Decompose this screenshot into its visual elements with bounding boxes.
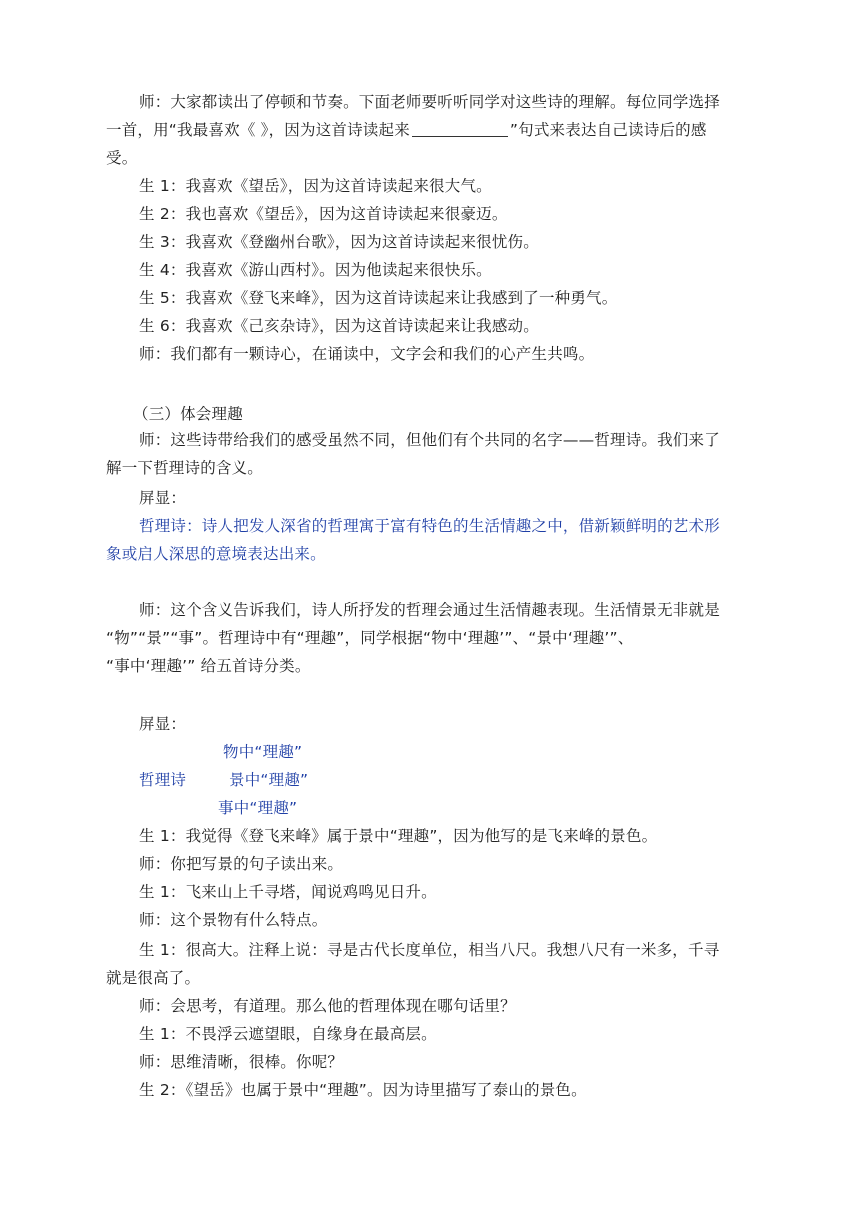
dialogue-line: 生 1：我觉得《登飞来峰》属于景中“理趣”，因为他写的是飞来峰的景色。 bbox=[139, 827, 658, 845]
explanation-line-2: “物”“景”“事”。哲理诗中有“理趣”，同学根据“物中‘理趣’”、“景中‘理趣’”、 bbox=[106, 629, 634, 647]
category-wu: 物中“理趣” bbox=[223, 743, 303, 761]
explanation-line-1: 师：这个含义告诉我们，诗人所抒发的哲理会通过生活情趣表现。生活情景无非就是 bbox=[139, 601, 720, 619]
dialogue-line: 生 1：不畏浮云遮望眼，自缘身在最高层。 bbox=[139, 1025, 437, 1043]
teacher-summary: 师：我们都有一颗诗心，在诵读中，文字会和我们的心产生共鸣。 bbox=[139, 345, 595, 363]
dialogue-line: 师：会思考，有道理。那么他的哲理体现在哪句话里？ bbox=[139, 997, 516, 1015]
student-response: 生 2：我也喜欢《望岳》，因为这首诗读起来很豪迈。 bbox=[139, 205, 508, 223]
prompt-text-before-blank: 一首，用“我最喜欢《 》，因为这首诗读起来 bbox=[106, 121, 410, 139]
student-response: 生 1：我喜欢《望岳》，因为这首诗读起来很大气。 bbox=[139, 177, 492, 195]
screen-display-label: 屏显： bbox=[139, 489, 187, 507]
fill-in-blank bbox=[412, 122, 508, 137]
teacher-prompt-line-2 bbox=[106, 120, 707, 140]
category-jing: 景中“理趣” bbox=[229, 771, 309, 789]
dialogue-line: 生 1：很高大。注释上说：寻是古代长度单位，相当八尺。我想八尺有一米多，千寻 bbox=[139, 941, 720, 959]
dialogue-line: 师：你把写景的句子读出来。 bbox=[139, 855, 344, 873]
dialogue-line: 生 1：飞来山上千寻塔，闻说鸡鸣见日升。 bbox=[139, 883, 437, 901]
dialogue-line: 就是很高了。 bbox=[106, 969, 201, 987]
dialogue-line: 生 2：《望岳》也属于景中“理趣”。因为诗里描写了泰山的景色。 bbox=[139, 1081, 587, 1099]
student-response: 生 5：我喜欢《登飞来峰》，因为这首诗读起来让我感到了一种勇气。 bbox=[139, 289, 618, 307]
screen-display-label: 屏显： bbox=[139, 715, 187, 733]
category-root: 哲理诗 bbox=[139, 771, 187, 789]
intro-line-2: 解一下哲理诗的含义。 bbox=[106, 459, 264, 477]
student-response: 生 6：我喜欢《己亥杂诗》，因为这首诗读起来让我感动。 bbox=[139, 317, 539, 335]
student-response: 生 4：我喜欢《游山西村》。因为他读起来很快乐。 bbox=[139, 261, 492, 279]
teacher-prompt-line-3: 受。 bbox=[106, 149, 138, 167]
intro-line-1: 师：这些诗带给我们的感受虽然不同，但他们有个共同的名字——哲理诗。我们来了 bbox=[139, 431, 720, 449]
category-shi: 事中“理趣” bbox=[218, 799, 298, 817]
dialogue-line: 师：这个景物有什么特点。 bbox=[139, 911, 328, 929]
explanation-line-3: “事中‘理趣’” 给五首诗分类。 bbox=[106, 657, 311, 675]
teacher-prompt-line-1: 师：大家都读出了停顿和节奏。下面老师要听听同学对这些诗的理解。每位同学选择 bbox=[139, 93, 720, 111]
definition-line-1: 哲理诗：诗人把发人深省的哲理寓于富有特色的生活情趣之中，借新颖鲜明的艺术形 bbox=[139, 517, 720, 535]
dialogue-line: 师：思维清晰，很棒。你呢？ bbox=[139, 1053, 344, 1071]
prompt-text-after-blank: ”句式来表达自己读诗后的感 bbox=[509, 121, 707, 139]
definition-line-2: 象或启人深思的意境表达出来。 bbox=[106, 545, 326, 563]
student-response: 生 3：我喜欢《登幽州台歌》，因为这首诗读起来很忧伤。 bbox=[139, 233, 539, 251]
section-heading: （三）体会理趣 bbox=[133, 405, 243, 423]
